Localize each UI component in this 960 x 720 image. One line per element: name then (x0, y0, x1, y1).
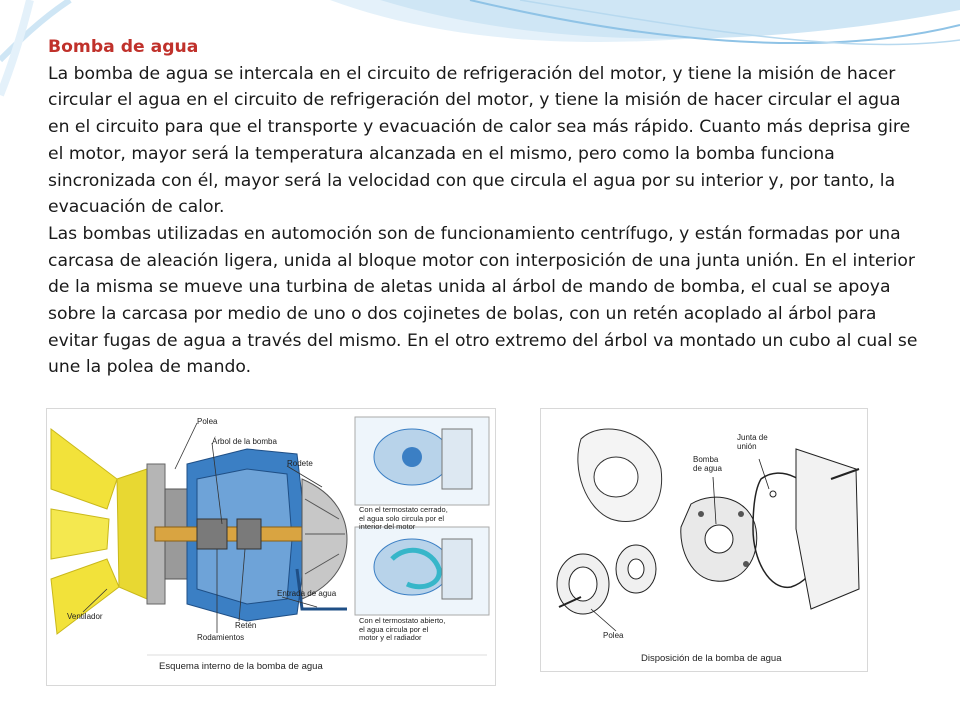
slide-body-text (48, 34, 920, 381)
note-closed-line-2: el agua solo circula por el (359, 513, 445, 523)
note-thermostat-open (359, 617, 445, 643)
note-open-line-2: el agua circula por el (359, 624, 429, 634)
label-bomba-agua (693, 455, 722, 473)
label-bomba-line-1: Bomba (693, 455, 719, 464)
fan-illustration (51, 429, 147, 634)
pump-cross-section-drawing (47, 409, 495, 685)
paragraph-construction: Las bombas utilizadas en automoción son de funcionamiento centrífugo, y están formadas por una carcasa de aleación ligera, unida al bloque motor con interposición de una junta unión. En el interior de la misma se mueve una turbina de aletas unida al árbol de mando de bomba, el cual se apoya sobre la carcasa por medio de uno o dos cojinetes de bolas, con un retén acoplado al árbol para evitar fugas de agua a través del mismo. En el otro extremo del árbol va montado un cubo al cual se une la polea de mando. (48, 223, 918, 378)
note-open-line-1: Con el termostato abierto, (359, 616, 446, 625)
internal-pump-diagram (46, 408, 496, 686)
paragraph-purpose: La bomba de agua se intercala en el circuito de refrigeración del motor, y tiene la misión de hacer circular el agua en el circuito de refrigeración del motor, y tiene la misión de hacer circular el agua en el circuito para que el transporte y evacuación de calor sea más rápido. Cuanto más deprisa gire el motor, mayor será la temperatura alcanzada en el mismo, pero como la bomba funciona sincronizada con él, mayor será la velocidad con que circula el agua por su interior y, por tanto, la evacuación de calor. (48, 63, 911, 218)
note-open-line-3: motor y el radiador (359, 633, 422, 642)
label-ventilador: Ventilador (67, 612, 103, 621)
label-polea-right: Polea (603, 631, 624, 640)
label-rodamientos: Rodamientos (197, 633, 245, 642)
label-polea: Polea (197, 417, 218, 426)
note-thermostat-closed (359, 506, 448, 532)
note-closed-line-1: Con el termostato cerrado, (359, 505, 448, 514)
label-junta-union (737, 433, 768, 451)
exploded-view-drawing (541, 409, 867, 671)
label-entrada-agua: Entrada de agua (277, 589, 337, 598)
pump-assembly-diagram (540, 408, 868, 672)
caption-assembly-diagram: Disposición de la bomba de agua (641, 653, 782, 664)
label-rodete: Rodete (287, 459, 313, 468)
label-junta-line-1: Junta de (737, 433, 768, 442)
caption-internal-diagram: Esquema interno de la bomba de agua (159, 661, 323, 672)
label-reten: Retén (235, 621, 257, 630)
label-arbol-bomba: Árbol de la bomba (212, 437, 277, 446)
label-bomba-line-2: de agua (693, 464, 722, 473)
slide-title: Bomba de agua (48, 37, 199, 57)
label-junta-line-2: unión (737, 442, 757, 451)
note-closed-line-3: interior del motor (359, 522, 416, 531)
